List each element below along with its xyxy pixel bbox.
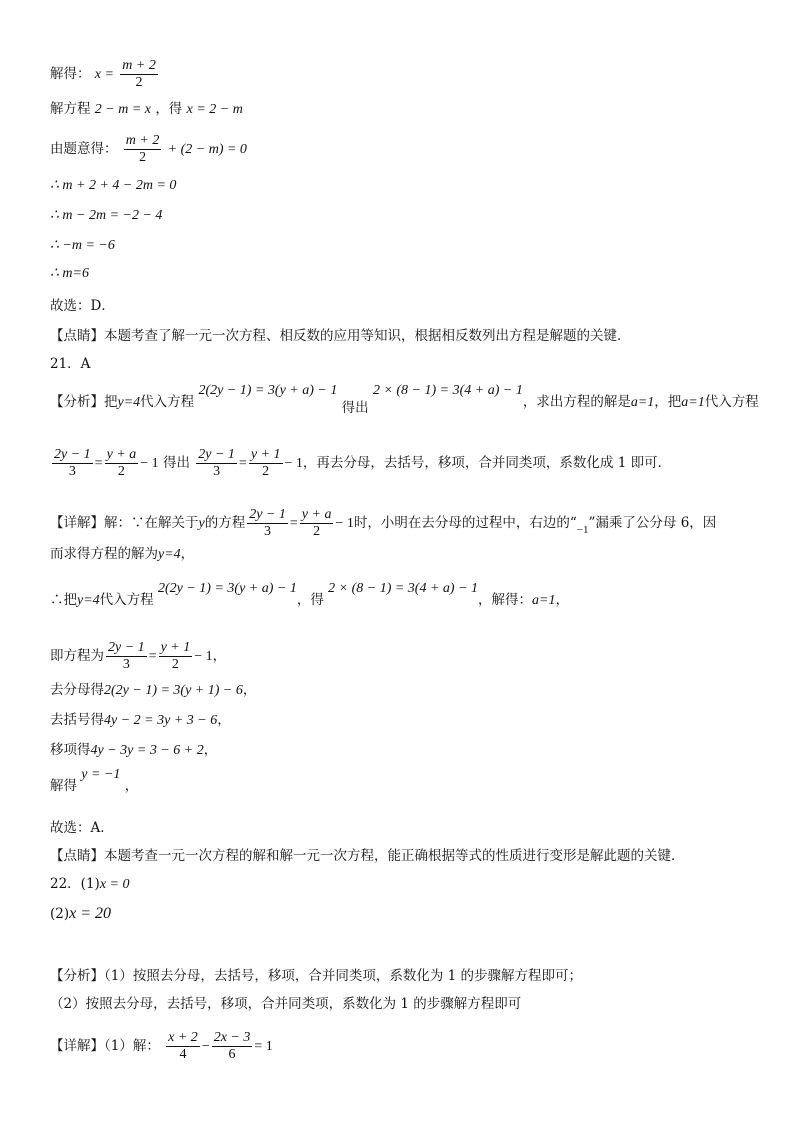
math: x = xyxy=(94,67,114,82)
text: 【详解】解：∵在解关于 xyxy=(50,515,199,531)
math: − 1 xyxy=(194,649,213,664)
math: − xyxy=(201,1039,210,1054)
denominator: 2 xyxy=(313,524,321,539)
fraction xyxy=(159,640,193,673)
text: ”漏乘了公分母 6，因 xyxy=(588,515,717,531)
text: 代入方程 xyxy=(140,394,195,410)
label: 解得： xyxy=(50,66,91,82)
math: − 1 xyxy=(140,456,159,471)
math: y = −1 xyxy=(81,767,121,782)
text: ， xyxy=(124,778,139,794)
text: 【分析】把 xyxy=(50,394,118,410)
math: − 1 xyxy=(284,456,303,471)
text: 22．(1) xyxy=(50,876,100,892)
numerator: 2y − 1 xyxy=(108,640,145,655)
numerator: 2y − 1 xyxy=(54,447,91,462)
analysis-22-line-2: （2）按照去分母，去括号，移项，合并同类项，系数化为 1 的步骤解方程即可 xyxy=(50,996,522,1012)
question-22-answer-2 xyxy=(50,904,111,924)
fraction xyxy=(166,1030,200,1063)
math: x = 20 xyxy=(69,905,112,922)
text: ， xyxy=(180,546,195,562)
math: a=1 xyxy=(532,593,556,608)
text: ， xyxy=(212,648,227,664)
numerator: 2y − 1 xyxy=(198,447,235,462)
denominator: 2 xyxy=(135,75,143,90)
text: ， xyxy=(217,712,231,728)
text: 【详解】（1）解： xyxy=(50,1038,160,1054)
math: 2(2y − 1) = 3(y + 1) − 6 xyxy=(104,683,243,698)
text: 移项得 xyxy=(50,742,91,758)
text: 时，小明在去分母的过程中，右边的“ xyxy=(353,515,577,531)
text: 代入方程 xyxy=(704,394,759,410)
detail-step-denominator xyxy=(50,680,256,701)
denominator: 2 xyxy=(262,464,270,479)
math: a=1 xyxy=(681,395,705,410)
line-step-4: ∴ m + 2 + 4 − 2m = 0 xyxy=(50,178,177,193)
comment-paragraph: 【点睛】本题考查了解一元一次方程、相反数的应用等知识，根据相反数列出方程是解题的关键． xyxy=(50,328,631,344)
fraction xyxy=(124,133,162,166)
denominator: 2 xyxy=(117,464,125,479)
text: ，求出方程的解是 xyxy=(522,394,631,410)
math: y=4 xyxy=(117,395,141,410)
math: y xyxy=(198,516,205,531)
numerator: m + 2 xyxy=(122,58,156,73)
text: ，把 xyxy=(654,394,682,410)
fraction xyxy=(196,447,237,480)
math: 4y − 3y = 3 − 6 + 2 xyxy=(90,743,204,758)
fraction xyxy=(300,507,334,540)
numerator: y + 1 xyxy=(250,447,281,462)
math: = xyxy=(94,456,103,471)
text: 得出 xyxy=(162,455,190,471)
math: 4y − 2 = 3y + 3 − 6 xyxy=(104,713,218,728)
text: ， xyxy=(242,682,257,698)
line-solve-x xyxy=(50,58,160,91)
fraction xyxy=(247,507,288,540)
math: 2 − m = x xyxy=(94,102,152,117)
denominator: 4 xyxy=(179,1047,187,1062)
text: ， xyxy=(555,592,569,608)
math: − 1 xyxy=(335,516,354,531)
text: 得出 xyxy=(341,400,369,416)
question-22-answer-1 xyxy=(50,874,129,895)
fraction xyxy=(120,58,158,91)
detail-step-solve xyxy=(50,767,139,797)
math: a=1 xyxy=(630,395,655,410)
detail-line-1 xyxy=(50,507,716,540)
math: 2 × (8 − 1) = 3(4 + a) − 1 xyxy=(372,383,523,398)
math: + (2 − m) = 0 xyxy=(167,142,247,157)
comment-paragraph-21: 【点睛】本题考查一元一次方程的解和解一元一次方程，能正确根据等式的性质进行变形是解此题的关键． xyxy=(50,848,685,864)
text: 即方程为 xyxy=(50,648,104,664)
detail-line-3 xyxy=(50,581,569,611)
text: ，再去分母，去括号，移项，合并同类项，系数化成 1 即可． xyxy=(302,455,672,471)
denominator: 2 xyxy=(139,150,147,165)
numerator: m + 2 xyxy=(125,133,160,148)
fraction xyxy=(52,447,93,480)
denominator: 3 xyxy=(68,464,76,479)
text: ∴把 xyxy=(50,592,77,608)
detail-step-move xyxy=(50,740,217,761)
detail-line-4 xyxy=(50,640,226,673)
text: 解方程 xyxy=(50,101,91,117)
analysis-22-line-1: 【分析】（1）按照去分母，去括号，移项，合并同类项，系数化为 1 的步骤解方程即可； xyxy=(50,968,583,984)
denominator: 3 xyxy=(122,657,130,672)
denominator: 2 xyxy=(171,657,179,672)
numerator: y + a xyxy=(106,447,137,462)
line-equation-2 xyxy=(50,99,243,120)
numerator: 2y − 1 xyxy=(249,507,286,522)
numerator: x + 2 xyxy=(168,1030,198,1045)
math: 2(2y − 1) = 3(y + a) − 1 xyxy=(157,581,297,596)
denominator: 3 xyxy=(264,524,272,539)
math: 2(2y − 1) = 3(y + a) − 1 xyxy=(198,383,338,398)
line-step-6: ∴ −m = −6 xyxy=(50,238,115,253)
text: 的方程 xyxy=(204,515,246,531)
math: −1 xyxy=(576,524,589,536)
text: (2) xyxy=(50,906,70,922)
denominator: 6 xyxy=(228,1047,236,1062)
analysis-line-2 xyxy=(50,447,671,480)
text: 而求得方程的解为 xyxy=(50,546,158,562)
math: = xyxy=(238,456,247,471)
math: y=4 xyxy=(158,547,181,562)
numerator: 2x − 3 xyxy=(213,1030,251,1045)
answer-choice-21: 故选：A． xyxy=(50,820,114,836)
math: x = 2 − m xyxy=(186,102,243,117)
fraction xyxy=(106,640,147,673)
math: = xyxy=(148,649,157,664)
denominator: 3 xyxy=(213,464,221,479)
text: ，解得： xyxy=(478,592,533,608)
text: 代入方程 xyxy=(99,592,154,608)
math: = 1 xyxy=(254,1039,273,1054)
text: 去分母得 xyxy=(50,682,104,698)
math: x = 0 xyxy=(99,877,130,892)
math: y=4 xyxy=(77,593,100,608)
detail-step-brackets xyxy=(50,710,231,731)
numerator: y + a xyxy=(301,507,332,522)
math: 2 × (8 − 1) = 3(4 + a) − 1 xyxy=(328,581,479,596)
text: ， xyxy=(203,742,218,758)
text: 解得 xyxy=(50,778,77,794)
fraction xyxy=(249,447,283,480)
answer-choice: 故选：D． xyxy=(50,298,115,314)
fraction xyxy=(212,1030,253,1063)
line-condition xyxy=(50,133,247,166)
text: ，得 xyxy=(155,101,183,117)
detail-22-line-1 xyxy=(50,1030,273,1063)
line-step-7: ∴ m=6 xyxy=(50,266,89,281)
numerator: y + 1 xyxy=(160,640,191,655)
line-step-5: ∴ m − 2m = −2 − 4 xyxy=(50,208,163,223)
text: ，得 xyxy=(296,592,324,608)
math: = xyxy=(289,516,298,531)
label: 由题意得： xyxy=(50,141,118,157)
question-21-answer: 21．A xyxy=(50,356,91,372)
analysis-line-1 xyxy=(50,383,759,416)
text: 去括号得 xyxy=(50,712,104,728)
fraction xyxy=(105,447,139,480)
detail-line-2 xyxy=(50,544,194,565)
